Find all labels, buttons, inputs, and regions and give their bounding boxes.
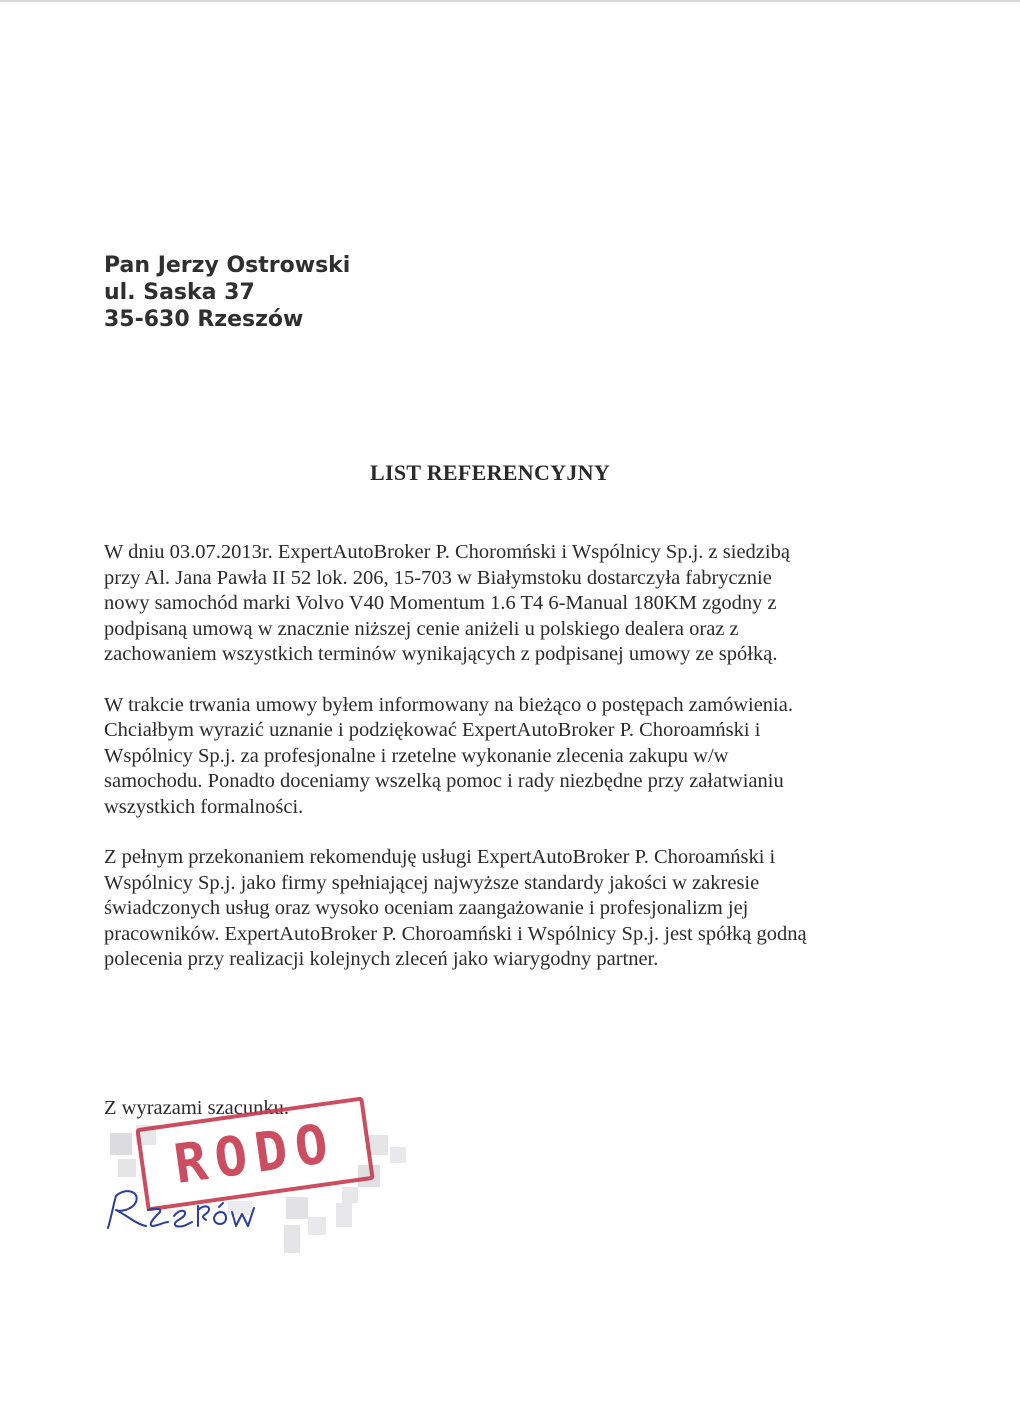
text-line: świadczonych usług oraz wysoko oceniam zaangażowanie i profesjonalizm jej	[104, 897, 749, 919]
closing-phrase: Z wyrazami szacunku.	[104, 1097, 289, 1119]
text-line: samochodu. Ponadto doceniamy wszelką pomoc i rady niezbędne przy załatwianiu	[104, 770, 784, 792]
text-line: W trakcie trwania umowy byłem informowany na bieżąco o postępach zamówienia.	[104, 693, 793, 716]
recipient-city: 35-630 Rzeszów	[104, 307, 304, 332]
recipient-address	[104, 252, 350, 333]
text-line: Z pełnym przekonaniem rekomenduję usługi ExpertAutoBroker P. Choroamński i	[104, 846, 776, 868]
paragraph-3	[104, 845, 894, 973]
text-line: Chciałbym wyrazić uznanie i podziękować ExpertAutoBroker P. Choroamński i	[104, 719, 761, 741]
recipient-name: Pan Jerzy Ostrowski	[104, 253, 351, 278]
text-line: Wspólnicy Sp.j. jako firmy spełniającej najwyższe standardy jakości w zakresie	[104, 871, 760, 894]
redaction-stamp: RODO	[135, 1096, 374, 1211]
recipient-street: ul. Saska 37	[104, 280, 255, 305]
paragraph-1	[104, 540, 894, 668]
text-line: podpisaną umową w znacznie niższej cenie aniżeli u polskiego dealera oraz z	[104, 617, 739, 640]
text-line: zachowaniem wszystkich terminów wynikających z podpisanej umowy ze spółką.	[104, 643, 778, 665]
text-line: nowy samochód marki Volvo V40 Momentum 1.6 T4 6-Manual 180KM zgodny z	[104, 592, 777, 614]
handwritten-signature	[102, 1180, 272, 1240]
page-top-edge	[0, 0, 1020, 2]
paragraph-2	[104, 693, 894, 821]
text-line: polecenia przy realizacji kolejnych zleceń jako wiarygodny partner.	[104, 948, 659, 970]
text-line: Wspólnicy Sp.j. za profesjonalne i rzetelne wykonanie zlecenia zakupu w/w	[104, 744, 729, 767]
text-line: wszystkich formalności.	[104, 795, 304, 818]
text-line: przy Al. Jana Pawła II 52 lok. 206, 15-703 w Białymstoku dostarczyła fabrycznie	[104, 566, 772, 589]
text-line: W dniu 03.07.2013r. ExpertAutoBroker P. Choromński i Wspólnicy Sp.j. z siedzibą	[104, 541, 790, 563]
text-line: pracowników. ExpertAutoBroker P. Choroamński i Wspólnicy Sp.j. jest spółką godną	[104, 922, 807, 945]
document-title: LIST REFERENCYJNY	[369, 460, 611, 485]
letter-body	[104, 540, 894, 998]
